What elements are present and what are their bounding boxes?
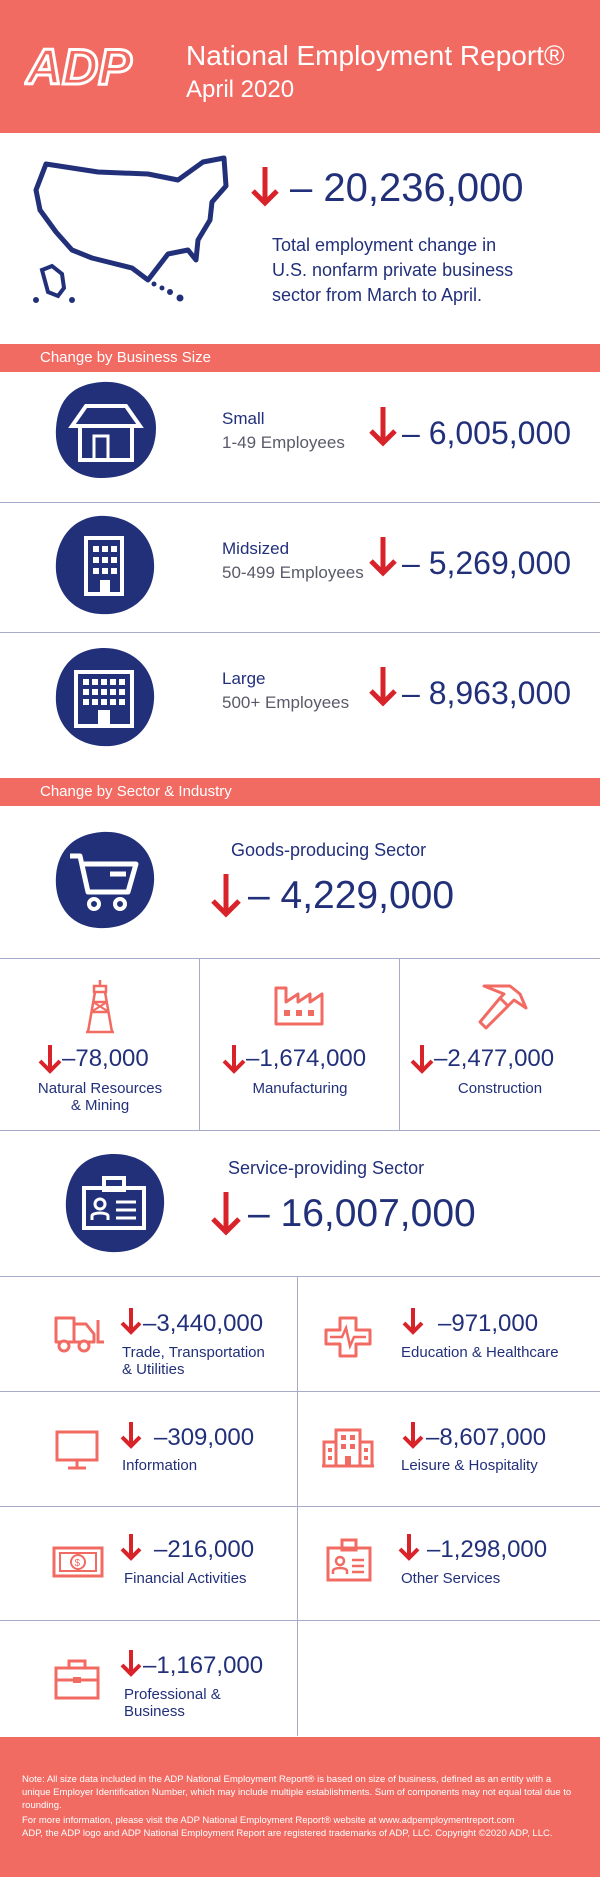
- divider: [0, 1276, 600, 1277]
- size-midsized-label: Midsized: [222, 539, 290, 558]
- service-item-value: –309,000: [154, 1424, 255, 1451]
- logo-text: ADP: [26, 39, 132, 94]
- divider: [0, 1391, 600, 1392]
- down-arrow-icon: [120, 1648, 142, 1678]
- service-item-value: –216,000: [154, 1536, 255, 1563]
- goods-item-value: –78,000: [62, 1045, 149, 1072]
- down-arrow-icon: [250, 165, 280, 207]
- divider: [0, 958, 600, 959]
- size-small-label: Small: [222, 409, 265, 428]
- service-item-value: –8,607,000: [426, 1424, 547, 1451]
- goods-sector-title: Goods-producing Sector: [231, 840, 427, 860]
- divider: [0, 1620, 600, 1621]
- divider: [0, 1506, 600, 1507]
- sector-industry-title: Change by Sector & Industry: [40, 783, 232, 800]
- service-sector-title: Service-providing Sector: [228, 1158, 425, 1178]
- oil-derrick-icon: [82, 978, 118, 1036]
- down-arrow-icon: [38, 1043, 62, 1075]
- size-small-sub: 1-49 Employees: [222, 433, 345, 452]
- service-item-value: –3,440,000: [143, 1310, 264, 1337]
- service-sector-value: – 16,007,000: [248, 1192, 476, 1235]
- service-item-label: Education & Healthcare: [401, 1344, 559, 1361]
- down-arrow-icon: [368, 405, 398, 447]
- size-small-value: – 6,005,000: [402, 415, 572, 451]
- svg-text:$: $: [74, 1558, 81, 1569]
- service-item-label: Financial Activities: [124, 1570, 247, 1587]
- down-arrow-icon: [120, 1420, 142, 1450]
- usa-map-icon: [28, 150, 238, 310]
- service-item-label: Trade, Transportation & Utilities: [122, 1344, 265, 1378]
- size-midsized-sub: 50-499 Employees: [222, 563, 364, 582]
- factory-icon: [272, 982, 328, 1028]
- size-large-value: – 8,963,000: [402, 675, 572, 711]
- goods-item-value: –1,674,000: [246, 1045, 367, 1072]
- size-large-sub: 500+ Employees: [222, 693, 350, 712]
- down-arrow-icon: [410, 1043, 434, 1075]
- goods-item-label: Construction: [457, 1080, 543, 1097]
- divider: [0, 632, 600, 633]
- sector-industry-band: [0, 778, 600, 806]
- down-arrow-icon: [222, 1043, 246, 1075]
- down-arrow-icon: [398, 1532, 420, 1562]
- service-item-label: Professional & Business: [124, 1686, 221, 1720]
- goods-item-value: –2,477,000: [434, 1045, 555, 1072]
- service-item-label: Leisure & Hospitality: [401, 1457, 538, 1474]
- goods-sector-value: – 4,229,000: [248, 874, 455, 917]
- size-large-label: Large: [222, 669, 266, 688]
- service-item-label: Information: [122, 1457, 198, 1474]
- down-arrow-icon: [210, 1190, 242, 1236]
- house-icon: [52, 380, 158, 480]
- footer-trademark: ADP, the ADP logo and ADP National Employment Report are registered trademarks of ADP, LLC. Copyright ©2020 ADP, LLC.: [22, 1828, 553, 1839]
- service-item-value: –1,298,000: [427, 1536, 548, 1563]
- truck-icon: [50, 1312, 106, 1356]
- adp-logo: [24, 38, 144, 94]
- building-icon: [52, 514, 158, 618]
- report-title: National Employment Report®: [186, 40, 565, 71]
- service-item-value: –1,167,000: [143, 1652, 264, 1679]
- footer-more-info: For more information, please visit the ADP National Employment Report® website at www.adpemploymentreport.com: [22, 1815, 515, 1826]
- divider: [399, 958, 400, 1130]
- briefcase-icon: [52, 1656, 102, 1702]
- shopping-cart-icon: [52, 830, 158, 930]
- business-size-title: Change by Business Size: [40, 349, 211, 366]
- size-midsized-value: – 5,269,000: [402, 545, 572, 581]
- report-date: April 2020: [186, 76, 295, 103]
- service-item-value: –971,000: [438, 1310, 539, 1337]
- down-arrow-icon: [368, 665, 398, 707]
- monitor-icon: [54, 1428, 100, 1472]
- down-arrow-icon: [120, 1532, 142, 1562]
- divider: [0, 502, 600, 503]
- divider: [199, 958, 200, 1130]
- footer: [0, 1737, 600, 1877]
- money-icon: [50, 1540, 106, 1584]
- business-size-band: [0, 344, 600, 372]
- down-arrow-icon: [402, 1420, 424, 1450]
- goods-item-label: Manufacturing: [252, 1080, 348, 1097]
- down-arrow-icon: [120, 1306, 142, 1336]
- badge-icon: [324, 1536, 374, 1586]
- total-change-value: – 20,236,000: [290, 166, 524, 210]
- health-cross-icon: [320, 1314, 376, 1358]
- hammer-icon: [474, 980, 530, 1032]
- large-building-icon: [52, 646, 158, 750]
- footer-note: Note: All size data included in the ADP National Employment Report® is based on size of business, defined as an entity with a unique Employer Identification Number, which may include multiple establishments. Sum of components may not equal total due to rounding.: [22, 1774, 572, 1811]
- down-arrow-icon: [210, 872, 242, 918]
- id-card-icon: [62, 1152, 168, 1256]
- service-item-label: Other Services: [401, 1570, 501, 1587]
- down-arrow-icon: [402, 1306, 424, 1336]
- down-arrow-icon: [368, 535, 398, 577]
- hotel-icon: [320, 1426, 376, 1470]
- header-banner: [0, 0, 600, 133]
- divider: [0, 1130, 600, 1131]
- total-description: Total employment change in U.S. nonfarm private business sector from March to April.: [272, 235, 514, 305]
- goods-item-label: Natural Resources & Mining: [37, 1080, 163, 1114]
